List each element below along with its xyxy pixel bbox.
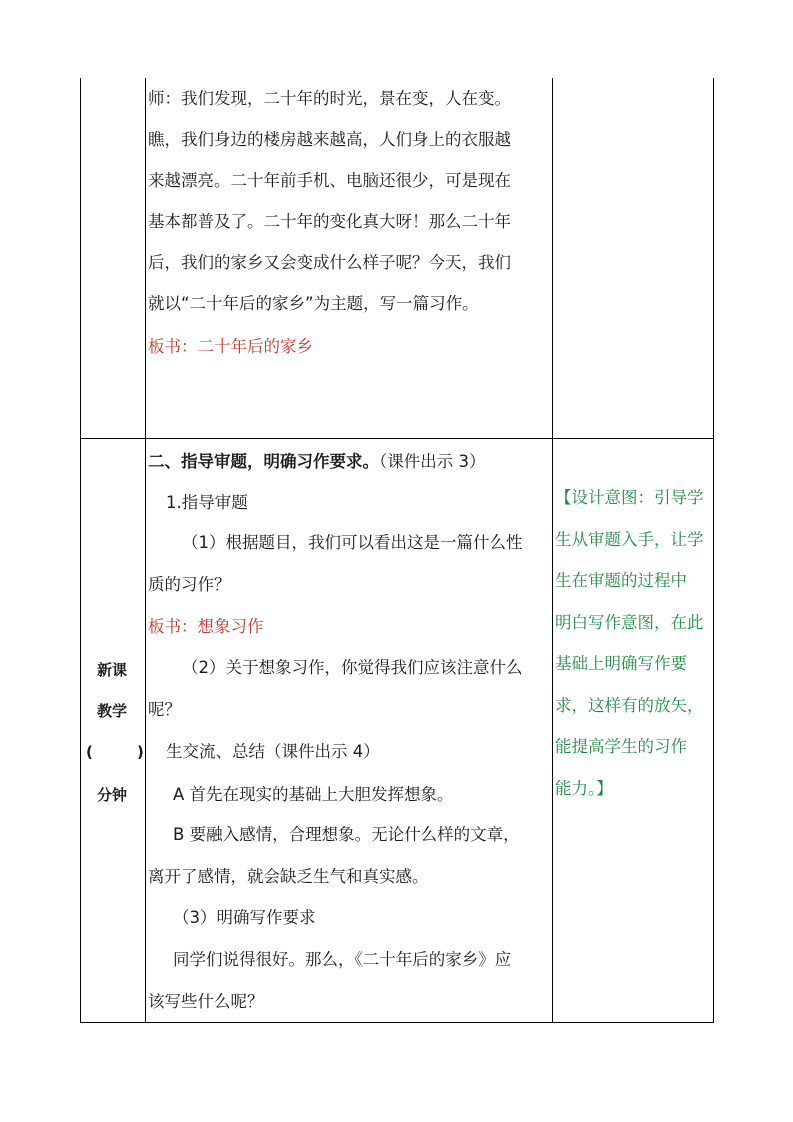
section-heading: [148, 451, 486, 473]
paragraph-line: 就以“二十年后的家乡”为主题，写一篇习作。: [148, 294, 479, 313]
label-minutes: 分钟: [97, 786, 128, 804]
design-line: 求，这样有的放矢，: [555, 696, 704, 715]
design-line: 能力。】: [555, 779, 613, 798]
label-teaching: 教学: [97, 702, 128, 720]
paragraph-line: 后，我们的家乡又会变成什么样子呢？今天，我们: [148, 253, 511, 272]
question-3: （3）明确写作要求: [173, 908, 316, 927]
point-b-line: B 要融入感情，合理想象。无论什么样的文章，: [173, 825, 520, 844]
paragraph-line: 基本都普及了。二十年的变化真大呀！那么二十年: [148, 212, 511, 231]
design-line: 【设计意图：引导学: [555, 488, 704, 507]
label-paren-open: (: [86, 743, 93, 761]
board-note: 板书：想象习作: [148, 617, 264, 636]
label-paren-close: ): [137, 743, 144, 761]
exchange-line: 生交流、总结（课件出示 4）: [166, 742, 380, 761]
table-right-border: [713, 78, 714, 1023]
column-divider-2: [552, 78, 553, 1023]
question-2-line: 呢？: [148, 700, 181, 719]
board-note: 板书：二十年后的家乡: [148, 337, 313, 356]
column-divider-1: [145, 78, 146, 1023]
item-guide: 1.指导审题: [166, 493, 248, 512]
question-2-line: （2）关于想象习作，你觉得我们应该注意什么: [182, 658, 523, 677]
design-line: 生在审题的过程中: [555, 571, 687, 590]
question-1-line: 质的习作？: [148, 575, 231, 594]
point-b-line: 离开了感情，就会缺乏生气和真实感。: [148, 867, 429, 886]
paragraph-line: 师：我们发现，二十年的时光，景在变，人在变。: [148, 89, 511, 108]
final-line: 该写些什么呢？: [148, 992, 264, 1011]
design-line: 能提高学生的习作: [555, 737, 687, 756]
question-1-line: （1）根据题目，我们可以看出这是一篇什么性: [182, 533, 523, 552]
design-line: 基础上明确写作要: [555, 654, 687, 673]
design-line: 明白写作意图，在此: [555, 613, 704, 632]
row-divider: [80, 438, 714, 439]
final-line: 同学们说得很好。那么，《二十年后的家乡》应: [173, 950, 512, 969]
label-new-lesson: 新课: [97, 661, 128, 679]
paragraph-line: 来越漂亮。二十年前手机、电脑还很少，可是现在: [148, 171, 511, 190]
heading-note: （课件出示 3）: [379, 452, 486, 471]
paragraph-line: 瞧，我们身边的楼房越来越高，人们身上的衣服越: [148, 130, 511, 149]
heading-text: 二、指导审题，明确习作要求。: [148, 452, 379, 471]
design-line: 生从审题入手，让学: [555, 530, 704, 549]
table-left-border: [80, 78, 81, 1023]
point-a: A 首先在现实的基础上大胆发挥想象。: [173, 785, 454, 804]
table-bottom-border: [80, 1022, 714, 1023]
